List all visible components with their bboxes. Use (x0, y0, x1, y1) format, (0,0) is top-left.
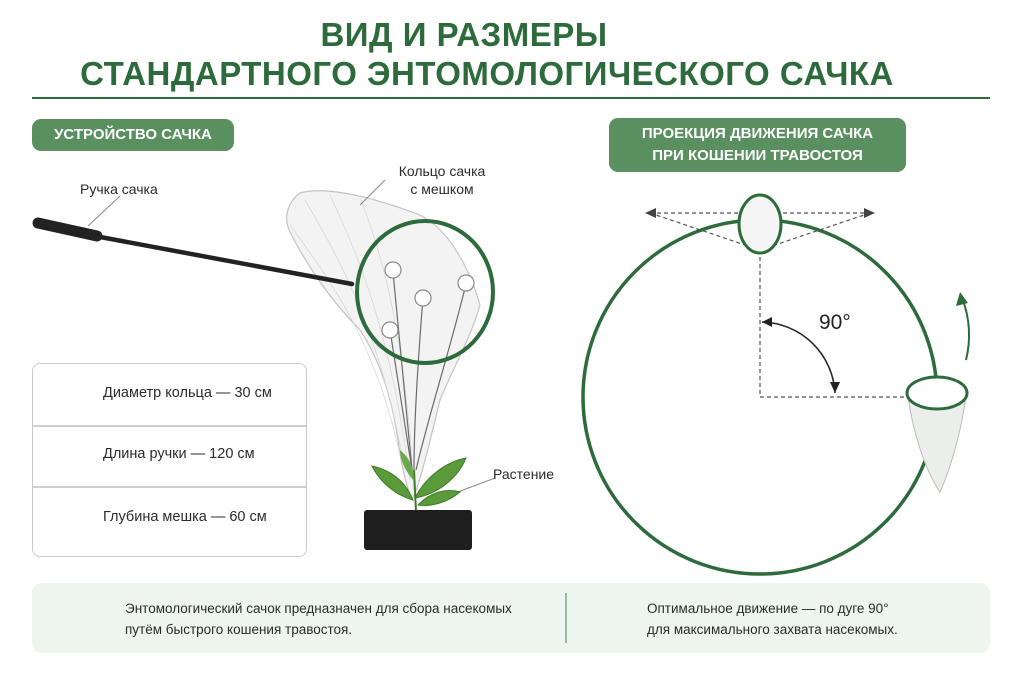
page-title-line2: СТАНДАРТНОГО ЭНТОМОЛОГИЧЕСКОГО САЧКА (80, 55, 894, 92)
legend-item-bag (33, 489, 306, 545)
handle-label: Ручка сачка (80, 181, 158, 197)
projection-heading-line1: ПРОЕКЦИЯ ДВИЖЕНИЯ САЧКА (641, 125, 874, 142)
right-arrow-head (864, 208, 875, 218)
device-section-heading: УСТРОЙСТВО САЧКА (32, 119, 234, 151)
info-text-line1: Энтомологический сачок предназначен для сбора насекомых (125, 601, 512, 616)
ring-label-line1: Кольцо сачка (398, 163, 486, 179)
tip-text (647, 598, 898, 640)
angle-label: 90° (819, 311, 851, 334)
net-handle-grip (38, 223, 97, 236)
legend-bag-text: Глубина мешка — 60 см (103, 509, 267, 525)
movement-arrow (962, 298, 969, 360)
left-arrow-head (645, 208, 656, 218)
legend-divider (33, 486, 306, 488)
ring-label (392, 162, 492, 198)
footer-divider (565, 593, 567, 643)
legend-ring-text: Диаметр кольца — 30 см (103, 385, 272, 401)
dimensions-legend (32, 363, 307, 557)
handle-leader (88, 196, 120, 226)
legend-item-ring (33, 365, 306, 421)
tip-text-line1: Оптимальное движение — по дуге 90° (647, 601, 889, 616)
info-text (125, 598, 512, 640)
page-title-line1: ВИД И РАЗМЕРЫ (320, 16, 608, 53)
plant-label: Растение (493, 466, 555, 482)
legend-item-handle (33, 426, 306, 482)
plant-pot (364, 510, 472, 550)
info-text-line2: путём быстрого кошения травостоя. (125, 622, 353, 637)
top-net-ring (739, 195, 781, 253)
legend-handle-text: Длина ручки — 120 см (103, 446, 255, 462)
projection-heading-line2: ПРИ КОШЕНИИ ТРАВОСТОЯ (652, 147, 863, 164)
side-net-ring (907, 377, 967, 409)
tip-text-line2: для максимального захвата насекомых. (647, 622, 898, 637)
ring-label-line2: с мешком (410, 181, 474, 197)
plant-leader (455, 478, 495, 493)
